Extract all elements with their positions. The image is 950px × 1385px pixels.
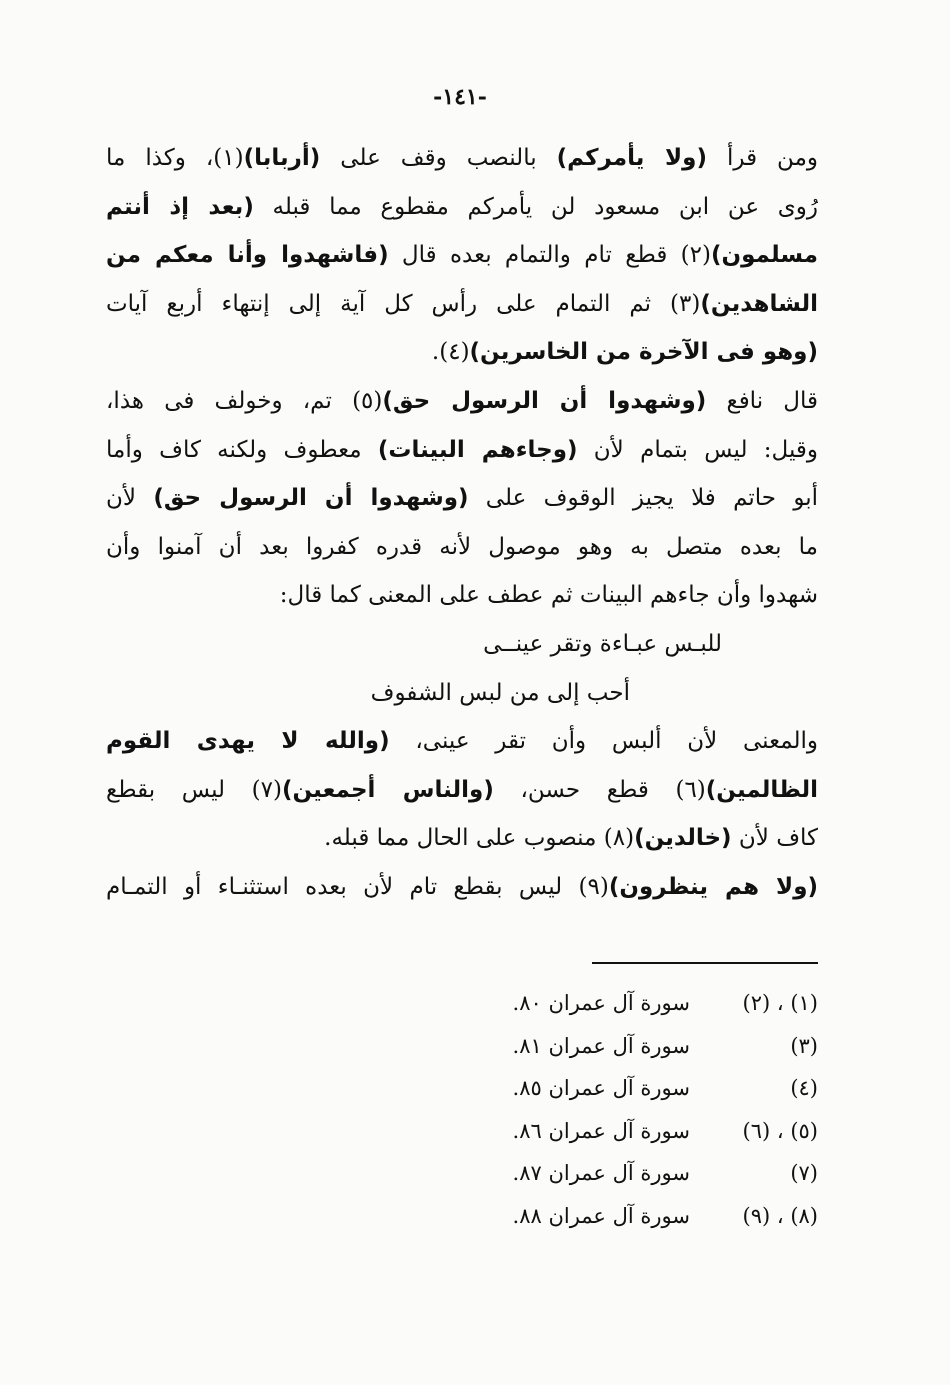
- text-segment: أبو حاتم فلا يجيز الوقوف على: [468, 485, 818, 512]
- text-segment: (٣) ثم التمام على رأس كل آية إلى إنتهاء أربع آيات: [106, 290, 701, 317]
- text-segment: وقيل: ليس بتمام لأن: [577, 436, 818, 463]
- footnote-refs: (٥) ، (٦): [742, 1118, 818, 1143]
- quran-quote: (وجاءهم البينات): [377, 436, 578, 463]
- quran-quote: (وشهدوا أن الرسول حق): [153, 485, 469, 512]
- footnote-item: [440, 1195, 818, 1238]
- quran-quote: الشاهدين): [700, 290, 818, 317]
- main-text: [106, 134, 818, 912]
- text-line: [106, 717, 818, 766]
- footnote-item: [440, 1152, 818, 1195]
- text-segment: بالنصب وقف على: [320, 145, 557, 171]
- verse-line: [106, 669, 818, 718]
- text-line: [106, 474, 818, 523]
- text-segment: (٤).: [431, 339, 470, 366]
- text-line: [106, 426, 818, 475]
- quran-quote: مسلمون): [710, 242, 818, 269]
- footnote-source: سورة آل عمران ٨٦.: [512, 1118, 690, 1143]
- text-line: [106, 766, 818, 815]
- quran-quote: (بعد إذ أنتم: [106, 193, 254, 220]
- text-segment: أحب إلى من لبس الشفوف: [370, 679, 630, 706]
- footnote-source: سورة آل عمران ٨٥.: [512, 1076, 690, 1100]
- quran-quote: (أربابا): [243, 145, 321, 171]
- footnote-item: [440, 982, 818, 1025]
- text-segment: (٨) منصوب على الحال مما قبله.: [324, 825, 635, 852]
- quran-quote: (والله لا يهدى القوم: [106, 728, 390, 755]
- text-line: [106, 231, 818, 280]
- text-segment: ما بعده متصل به وهو موصول لأنه قدره كفروا بعد أن آمنوا وأن: [106, 533, 818, 560]
- quran-quote: (وهو فى الآخرة من الخاسرين): [469, 339, 818, 366]
- text-segment: والمعنى لأن ألبس وأن تقر عينى،: [389, 728, 818, 755]
- text-line: [106, 183, 818, 232]
- text-segment: (٩) ليس بقطع تام لأن بعده استثنـاء أو التمـام: [106, 873, 609, 900]
- page-number: -١٤١-: [433, 84, 487, 110]
- quran-quote: (والناس أجمعين): [281, 776, 494, 803]
- text-line: [106, 814, 818, 863]
- quran-quote: (فاشهدوا وأنا معكم من: [106, 242, 389, 269]
- footnote-refs: (٣): [790, 1033, 818, 1058]
- text-segment: (١)، وكذا ما: [106, 145, 244, 171]
- text-segment: قال نافع: [706, 387, 818, 414]
- footnote-refs: (٤): [790, 1076, 818, 1100]
- verse-line: [106, 620, 818, 669]
- text-segment: شهدوا وأن جاءهم البينات ثم عطف على المعنى كما قال:: [279, 582, 818, 609]
- footnote-refs: (١) ، (٢): [742, 991, 818, 1015]
- text-line: [106, 280, 818, 329]
- text-segment: كاف لأن: [731, 825, 818, 852]
- quran-quote: الظالمين): [705, 776, 818, 803]
- quran-quote: (خالدين): [634, 825, 732, 852]
- footnote-item: [440, 1025, 818, 1068]
- text-line: [106, 377, 818, 426]
- text-segment: (٢) قطع تام والتمام بعده قال: [388, 242, 711, 269]
- text-line: [106, 863, 818, 912]
- text-line: [106, 523, 818, 572]
- footnote-source: سورة آل عمران ٨٨.: [512, 1203, 690, 1228]
- text-segment: معطوف ولكنه كاف وأما: [106, 436, 378, 463]
- text-line: [106, 571, 818, 620]
- footnotes: [440, 982, 818, 1237]
- footnote-source: سورة آل عمران ٨١.: [512, 1033, 690, 1058]
- footnote-source: سورة آل عمران ٨٠.: [512, 991, 690, 1015]
- text-line: [106, 134, 818, 183]
- text-segment: للبـس عبـاءة وتقر عينــى: [483, 630, 722, 657]
- footnote-refs: (٨) ، (٩): [742, 1203, 818, 1228]
- text-segment: ومن قرأ: [706, 145, 818, 171]
- footnote-item: [440, 1110, 818, 1153]
- text-segment: (٦) قطع حسن،: [493, 776, 706, 803]
- text-segment: (٧) ليس بقطع: [106, 776, 282, 803]
- text-line: [106, 328, 818, 377]
- text-segment: (٥) تم، وخولف فى هذا،: [106, 387, 383, 414]
- text-segment: رُوى عن ابن مسعود لن يأمركم مقطوع مما قبله: [253, 193, 818, 220]
- text-segment: لأن: [106, 485, 154, 512]
- footnote-source: سورة آل عمران ٨٧.: [512, 1161, 690, 1185]
- footnote-refs: (٧): [790, 1161, 818, 1185]
- quran-quote: (ولا هم ينظرون): [608, 873, 818, 900]
- footnote-item: [440, 1067, 818, 1110]
- quran-quote: (وشهدوا أن الرسول حق): [382, 387, 707, 414]
- quran-quote: (ولا يأمركم): [556, 145, 707, 171]
- footnote-divider: [592, 962, 818, 964]
